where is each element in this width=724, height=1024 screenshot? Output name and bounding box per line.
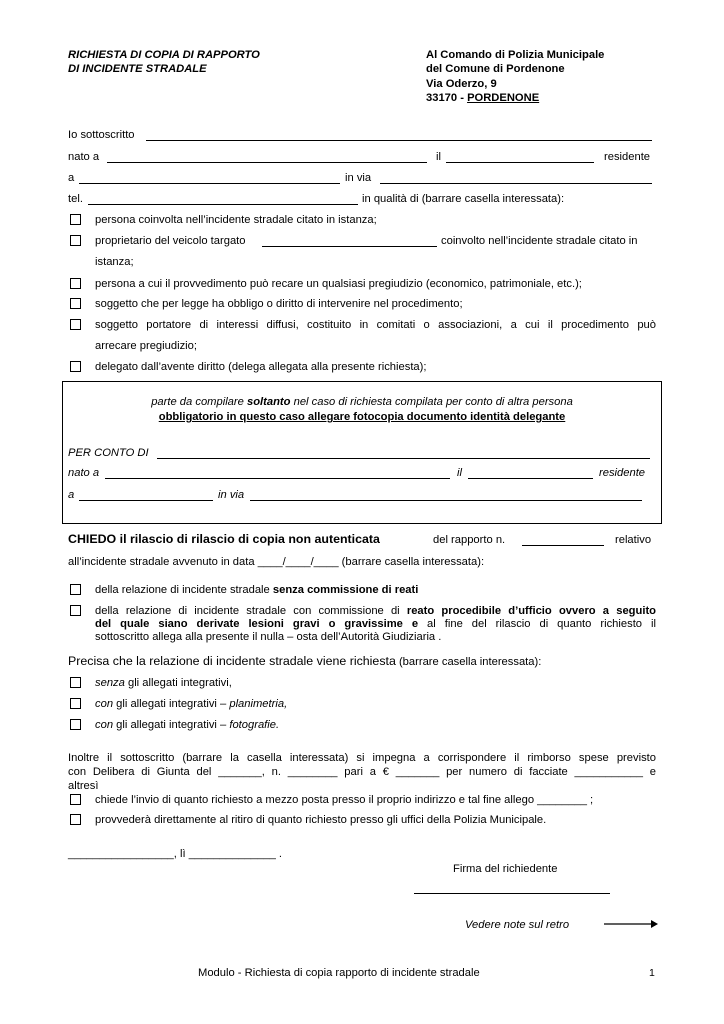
allegati-senza-em: senza xyxy=(95,677,125,689)
recipient-line4 xyxy=(426,91,539,105)
incidente-data-line: all’incidente stradale avvenuto in data ____/____/____ (barrare casella interessata): xyxy=(68,556,485,568)
role-delegato-label: delegato dall’avente diritto (delega allegata alla presente richiesta); xyxy=(95,361,427,373)
recipient-line3: Via Oderzo, 9 xyxy=(426,78,497,90)
role-proprietario-label: proprietario del veicolo targato xyxy=(95,235,246,247)
per-conto-field[interactable] xyxy=(157,448,650,459)
rimborso-line1: Inoltre il sottoscritto (barrare la casella interessata) si impegna a corrispondere il rimborso spese previsto xyxy=(68,752,656,764)
rapporto-numero-field[interactable] xyxy=(522,535,604,546)
role-interessi-diffusi-checkbox[interactable] xyxy=(70,319,81,330)
qualita-label: in qualità di (barrare casella interessata): xyxy=(362,193,565,205)
invio-posta-label: chiede l’invio di quanto richiesto a mezzo posta presso il proprio indirizzo e tal fine allego ________ ; xyxy=(95,794,594,806)
footer-title: Modulo - Richiesta di copia rapporto di incidente stradale xyxy=(198,967,480,979)
delegate-nato-a-label: nato a xyxy=(68,467,100,479)
allegati-fotografie-mid: gli allegati integrativi – xyxy=(113,719,230,731)
recipient-postcode: 33170 - xyxy=(426,92,468,104)
allegati-fotografie-em: con xyxy=(95,719,114,731)
role-coinvolta-checkbox[interactable] xyxy=(70,214,81,225)
allegati-senza-checkbox[interactable] xyxy=(70,677,81,688)
relazione-con-reati-line3: sottoscritto allega alla presente il nulla – osta dell’Autorità Giudiziaria . xyxy=(95,631,442,643)
role-delegato-checkbox[interactable] xyxy=(70,361,81,372)
delegate-il-label: il xyxy=(457,467,462,479)
delegate-note-pre: parte da compilare xyxy=(151,396,247,408)
role-proprietario-label-3: istanza; xyxy=(95,256,134,268)
sottoscritto-label: Io sottoscritto xyxy=(68,129,135,141)
relazione-senza-reati-label xyxy=(95,583,418,597)
precisa-heading xyxy=(68,654,541,669)
relazione-con-reati-checkbox[interactable] xyxy=(70,605,81,616)
firma-label: Firma del richiedente xyxy=(453,863,558,875)
relazione-con-reati-bold-2: del quale siano derivate lesioni gravi o gravissime e xyxy=(95,618,419,630)
delegate-residente-label: residente xyxy=(599,467,646,479)
precisa-note: (barrare casella interessata): xyxy=(395,656,542,668)
rapporto-label: del rapporto n. xyxy=(433,534,506,546)
sottoscritto-field[interactable] xyxy=(146,130,652,141)
targa-field[interactable] xyxy=(262,236,437,247)
tel-label: tel. xyxy=(68,193,83,205)
relazione-senza-reati-pre: della relazione di incidente stradale xyxy=(95,584,273,596)
page-number: 1 xyxy=(649,967,655,979)
role-pregiudizio-checkbox[interactable] xyxy=(70,278,81,289)
relazione-senza-reati-bold: senza commissione di reati xyxy=(272,584,419,596)
delegate-note-post: nel caso di richiesta compilata per conto di altra persona xyxy=(290,396,573,408)
data-nascita-field[interactable] xyxy=(446,152,594,163)
chiedo-keyword: CHIEDO xyxy=(68,532,117,546)
delegate-data-field[interactable] xyxy=(468,468,593,479)
delegate-note-bold: soltanto xyxy=(246,396,291,408)
form-title-line1: RICHIESTA DI COPIA DI RAPPORTO xyxy=(68,49,260,61)
role-proprietario-checkbox[interactable] xyxy=(70,235,81,246)
allegati-fotografie-em2: fotografie. xyxy=(229,719,280,731)
allegati-senza-label xyxy=(95,676,232,690)
form-title-line2: DI INCIDENTE STRADALE xyxy=(68,63,207,75)
allegati-fotografie-checkbox[interactable] xyxy=(70,719,81,730)
role-interessi-diffusi-label: soggetto portatore di interessi diffusi, costituito in comitati o associazioni, a cui il procedimento può xyxy=(95,319,656,331)
firma-field[interactable] xyxy=(414,893,610,894)
role-interessi-diffusi-label-2: arrecare pregiudizio; xyxy=(95,340,197,352)
retro-note: Vedere note sul retro xyxy=(465,919,570,931)
relazione-con-reati-post: al fine del rilascio di quanto richiesto il xyxy=(418,618,656,630)
rimborso-line2: con Delibera di Giunta del _______, n. ________ pari a € _______ per numero di facciate ___________ e xyxy=(68,766,656,778)
recipient-city: PORDENONE xyxy=(467,92,540,104)
allegati-senza-rest: gli allegati integrativi, xyxy=(124,677,232,689)
rimborso-line3: altresì xyxy=(68,780,99,792)
luogo-data-line[interactable]: _________________, lì ______________ . xyxy=(68,848,283,860)
precisa-title: Precisa che la relazione di incidente stradale viene richiesta xyxy=(68,654,396,668)
allegati-planimetria-em: con xyxy=(95,698,114,710)
allegati-planimetria-em2: planimetria, xyxy=(229,698,288,710)
delegate-a-label: a xyxy=(68,489,75,501)
delegate-note xyxy=(62,395,662,409)
role-obbligo-label: soggetto che per legge ha obbligo o diritto di intervenire nel procedimento; xyxy=(95,298,463,310)
nato-a-label: nato a xyxy=(68,151,100,163)
chiedo-text: il rilascio di rilascio di copia non autenticata xyxy=(116,532,380,546)
role-proprietario-label-2: coinvolto nell’incidente stradale citato in xyxy=(441,235,638,247)
delegate-obligatory-note: obbligatorio in questo caso allegare fotocopia documento identità delegante xyxy=(158,411,566,423)
il-label: il xyxy=(436,151,441,163)
via-field[interactable] xyxy=(380,173,652,184)
invio-posta-checkbox[interactable] xyxy=(70,794,81,805)
ritiro-diretto-checkbox[interactable] xyxy=(70,814,81,825)
recipient-line1: Al Comando di Polizia Municipale xyxy=(426,49,605,61)
allegati-planimetria-mid: gli allegati integrativi – xyxy=(113,698,230,710)
role-pregiudizio-label: persona a cui il provvedimento può recare un qualsiasi pregiudizio (economico, patrimoniale, etc.); xyxy=(95,278,582,290)
role-obbligo-checkbox[interactable] xyxy=(70,298,81,309)
delegate-via-field[interactable] xyxy=(250,490,642,501)
sottoscritto-row xyxy=(68,128,135,142)
recipient-line2: del Comune di Pordenone xyxy=(426,63,565,75)
delegate-in-via-label: in via xyxy=(218,489,245,501)
relazione-con-reati-pre: della relazione di incidente stradale con commissione di xyxy=(95,605,407,617)
relazione-con-reati-line2 xyxy=(95,617,656,631)
delegate-nato-a-field[interactable] xyxy=(105,468,450,479)
residente-label: residente xyxy=(604,151,651,163)
chiedo-line xyxy=(68,532,380,546)
residenza-field[interactable] xyxy=(79,173,340,184)
role-coinvolta-label: persona coinvolta nell’incidente stradale citato in istanza; xyxy=(95,214,377,226)
relazione-senza-reati-checkbox[interactable] xyxy=(70,584,81,595)
tel-field[interactable] xyxy=(88,194,358,205)
relazione-con-reati-line1 xyxy=(95,604,656,618)
relativo-label: relativo xyxy=(615,534,652,546)
arrow-right-icon xyxy=(603,918,659,930)
nato-a-field[interactable] xyxy=(107,152,427,163)
per-conto-label: PER CONTO DI xyxy=(68,447,149,459)
relazione-con-reati-bold: reato procedibile d’ufficio ovvero a seguito xyxy=(406,605,656,617)
a-label: a xyxy=(68,172,75,184)
delegate-residenza-field[interactable] xyxy=(79,490,213,501)
allegati-fotografie-label xyxy=(95,718,279,732)
allegati-planimetria-checkbox[interactable] xyxy=(70,698,81,709)
ritiro-diretto-label: provvederà direttamente al ritiro di quanto richiesto presso gli uffici della Polizia Municipale. xyxy=(95,814,547,826)
in-via-label: in via xyxy=(345,172,372,184)
allegati-planimetria-label xyxy=(95,697,287,711)
